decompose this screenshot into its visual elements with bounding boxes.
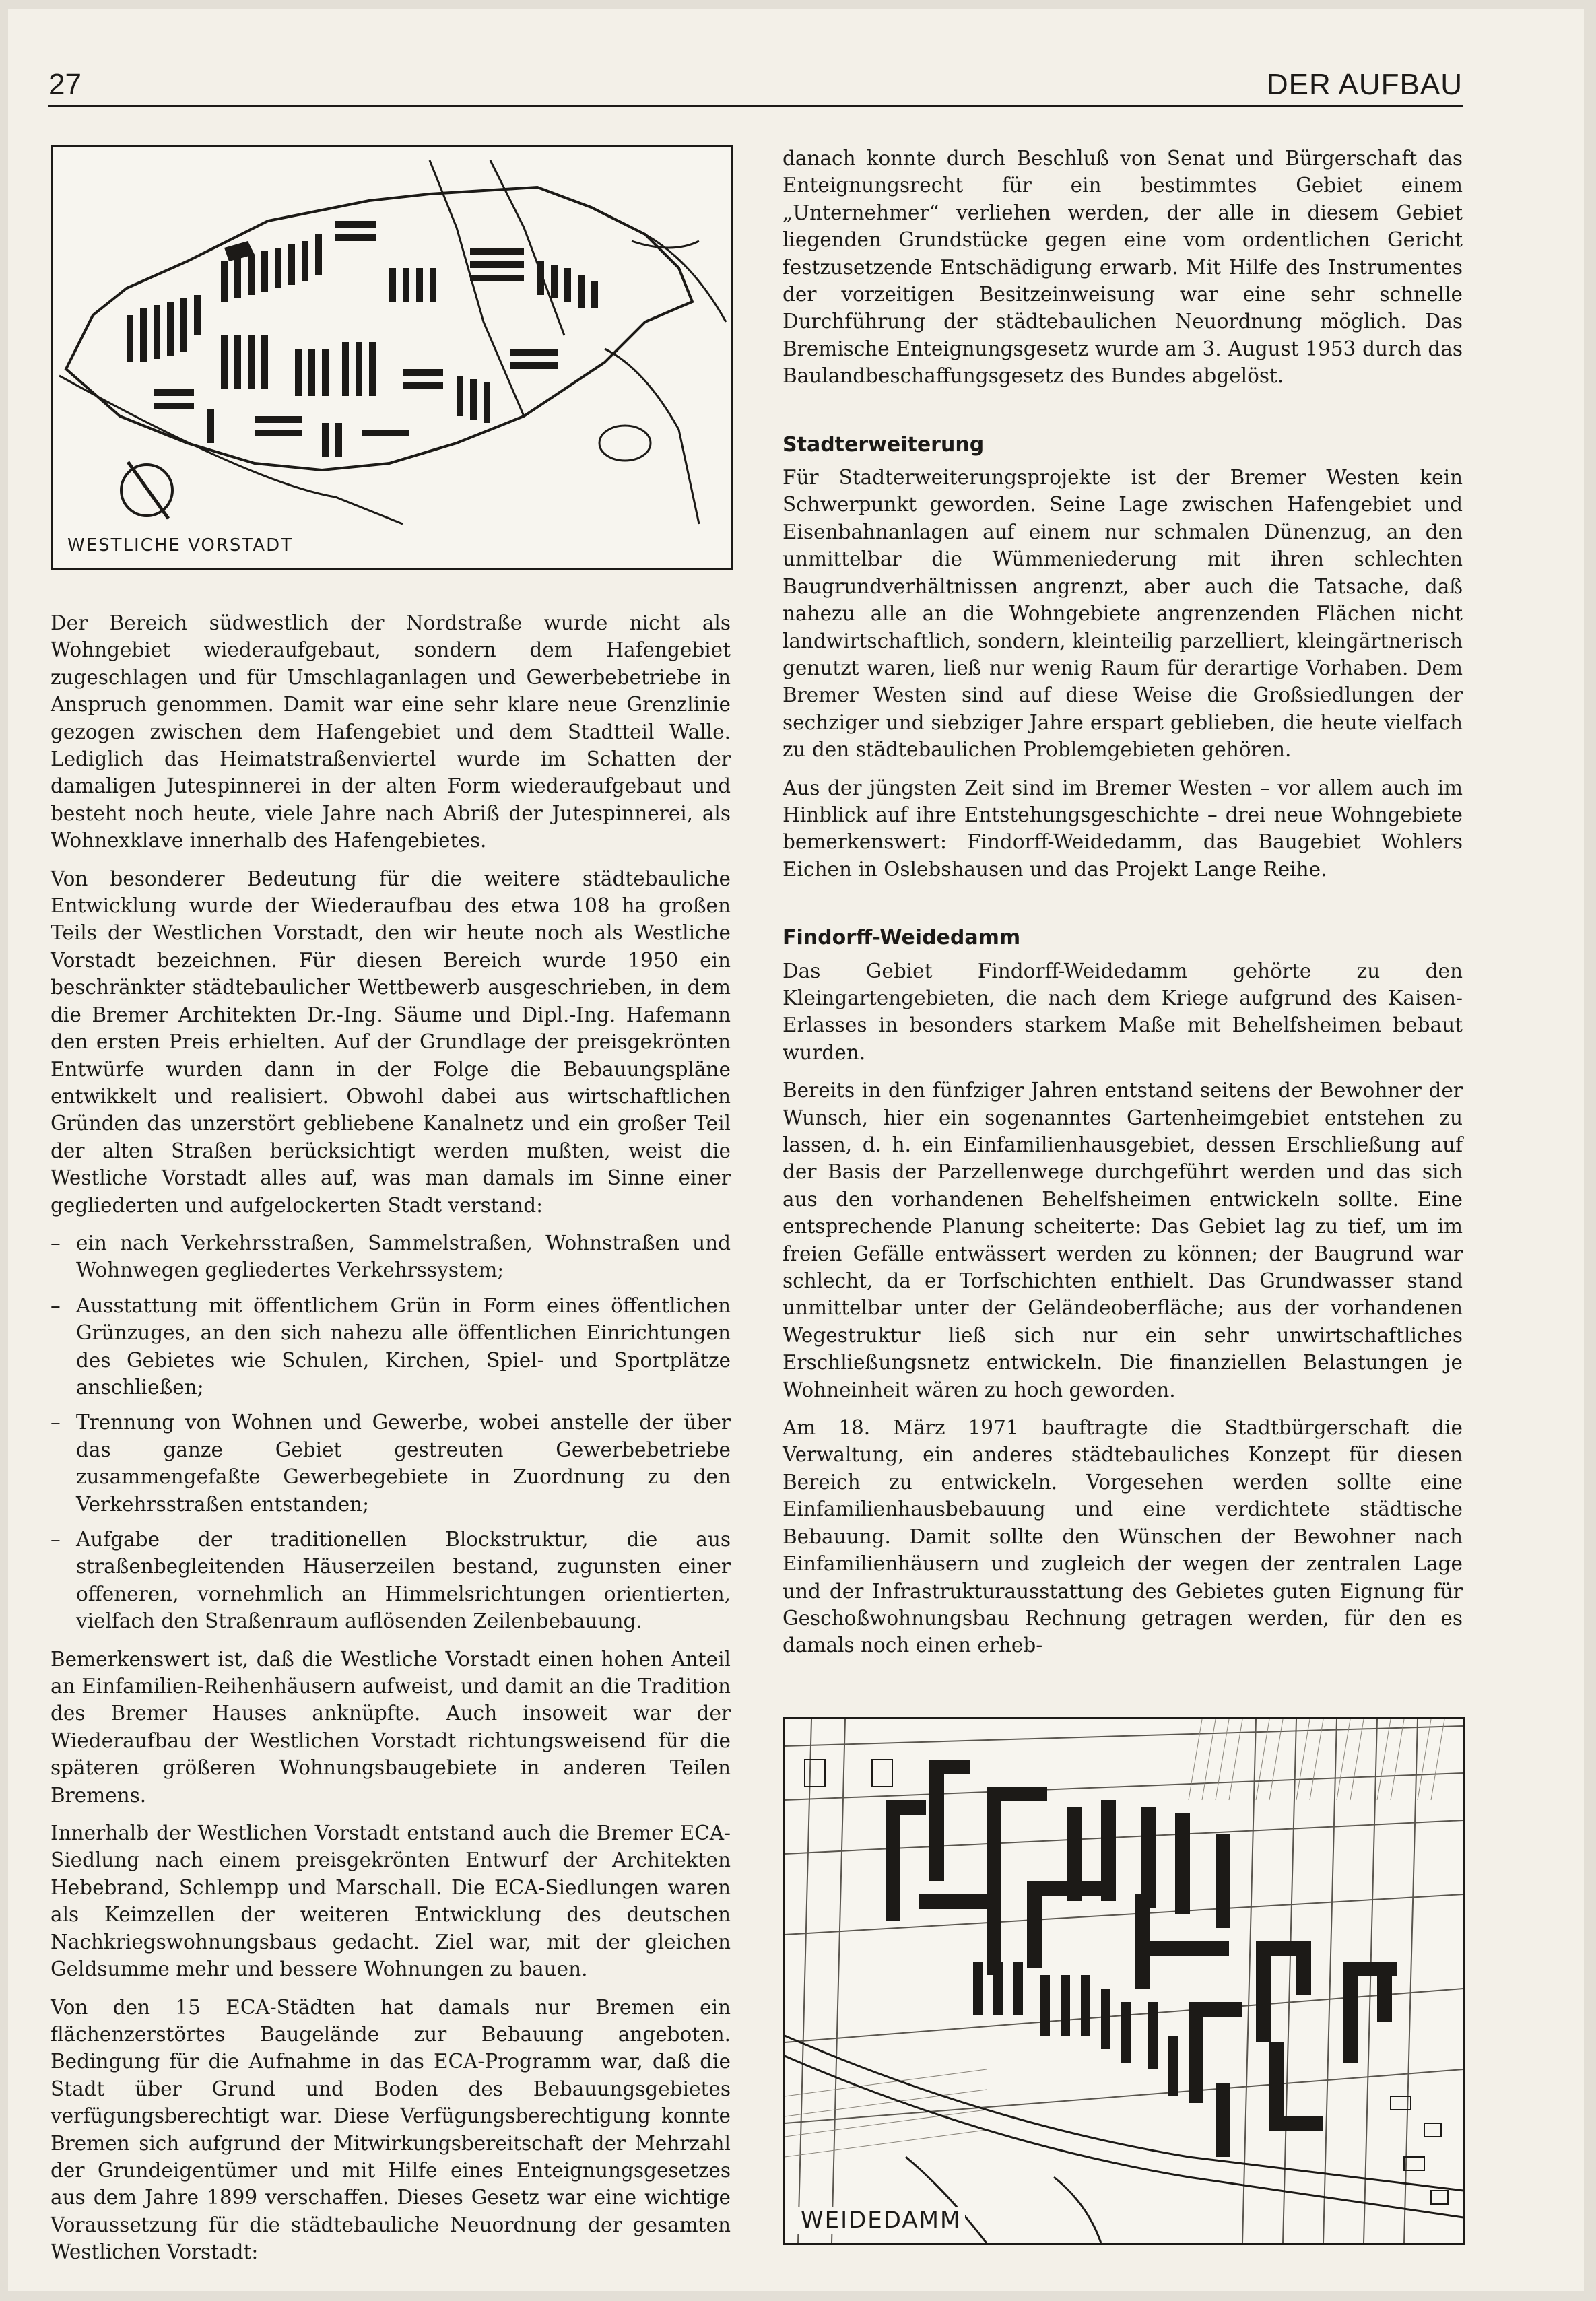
map-westliche-vorstadt bbox=[51, 145, 733, 570]
list-item: – Aufgabe der traditionellen Blockstruktur, die aus straßenbegleitenden Häuserzeilen bestand, zugunsten einer offeneren, vornehmlich an Himmelsrichtungen orientierten, vielfach den Straßenraum auflösenden Zeilenbebauung. bbox=[51, 1526, 731, 1635]
site-plan-drawing bbox=[53, 147, 731, 568]
figure-caption: WESTLICHE VORSTADT bbox=[67, 532, 293, 559]
paragraph: danach konnte durch Beschluß von Senat und Bürgerschaft das Enteignungsrecht für ein bestimmtes Gebiet einem „Unternehmer“ verliehen werden, der alle in diesem Gebiet liegenden Grundstücke gegen eine vom ordentlichen Gericht festzusetzende Entschädigung erwarb. Mit Hilfe des Instrumentes der vorzeitigen Besitzeinweisung war eine sehr schnelle Durchführung der städtebaulichen Neuordnung möglich. Das Bremische Enteignungsgesetz wurde am 3. August 1953 durch das Baulandbeschaffungsgesetz des Bundes abgelöst. bbox=[783, 147, 1463, 388]
paragraph: Bemerkenswert ist, daß die Westliche Vorstadt einen hohen Anteil an Einfamilien-Reihenhäusern aufweist, und damit an die Tradition des Bremer Hauses anknüpfte. Auch insoweit war der Wiederaufbau der Westlichen Vorstadt richtungsweisend für die späteren größeren Wohnungsbaugebiete in anderen Teilen Bremens. bbox=[51, 1647, 731, 1807]
building-blocks bbox=[886, 1760, 1397, 2157]
paragraph: Am 18. März 1971 bauftragte die Stadtbürgerschaft die Verwaltung, ein anderes städtebauliches Konzept für diesen Bereich zu entwickeln. Vorgesehen werden sollte eine Einfamilienhausbebauung und eine verdichtete städtische Bebauung. Damit sollte den Wünschen der Bewohner nach Einfamilienhäusern und zugleich der wegen der zentralen Lage und der Infrastrukturausstattung des Gebietes guten Eignung für Geschoßwohnungsbau Rechnung getragen werden, für den es damals noch einen erheb- bbox=[783, 1416, 1463, 1657]
paragraph: Bereits in den fünfziger Jahren entstand seitens der Bewohner der Wunsch, hier ein sogenanntes Gartenheimgebiet entstehen zu lassen, d. h. ein Einfamilienhausgebiet, dessen Erschließung auf der Basis der Parzellenwege durchgeführt werden und das sich aus den vorhandenen Behelfsheimen entwickeln sollte. Eine entsprechende Planung scheiterte: Das Gebiet lag zu tief, um im freien Gefälle entwässert werden zu können; der Baugrund war schlecht, da er Torfschichten enthielt. Das Grundwasser stand unmittelbar unter der Geländeoberfläche; aus der vorhandenen Wegestruktur ließ sich nur ein sehr unwirtschaftliches Erschließungsnetz entwickeln. Die finanziellen Belastungen je Wohneinheit wären zu hoch geworden. bbox=[783, 1079, 1463, 1401]
list-item: – ein nach Verkehrsstraßen, Sammelstraßen, Wohnstraßen und Wohnwegen gegliedertes Verkehrssystem; bbox=[51, 1230, 731, 1284]
map-weidedamm bbox=[783, 1717, 1465, 2245]
left-column bbox=[51, 145, 731, 2277]
paragraph: Für Stadterweiterungsprojekte ist der Bremer Westen kein Schwerpunkt geworden. Seine Lage zwischen Hafengebiet und Eisenbahnanlagen auf einem nur schmalen Dünenzug, an den unmittelbar die Wümmeniederung mit ihren schlechten Baugrundverhältnissen angrenzt, aber auch die Tatsache, daß nahezu alle an die Wohngebiete angrenzenden Flächen nicht landwirtschaftlich, sondern, kleinteilig parzelliert, kleingärtnerisch genutzt waren, ließ nur wenig Raum für derartige Vorhaben. Dem Bremer Westen sind auf diese Weise die Großsiedlungen der sechziger und siebziger Jahre erspart geblieben, die heute vielfach zu den städtebaulichen Problemgebieten gehören. bbox=[783, 466, 1463, 762]
paragraph: Das Gebiet Findorff-Weidedamm gehörte zu den Kleingartengebieten, die nach dem Kriege aufgrund des Kaisen-Erlasses in besonders starkem Maße mit Behelfsheimen bebaut wurden. bbox=[783, 959, 1463, 1064]
right-column bbox=[783, 145, 1463, 2245]
north-arrow-icon bbox=[121, 462, 172, 519]
paragraph: Der Bereich südwestlich der Nordstraße wurde nicht als Wohngebiet wiederaufgebaut, sondern dem Hafengebiet zugeschlagen und für Umschlaganlagen und Gewerbebetriebe in Anspruch genommen. Damit war eine sehr klare neue Grenzlinie gezogen zwischen dem Hafengebiet und dem Stadtteil Walle. Lediglich das Heimatstraßenviertel wurde im Schatten der damaligen Jutespinnerei in der alten Form wiederaufgebaut und besteht noch heute, viele Jahre nach Abriß der Jutespinnerei, als Wohnexklave innerhalb des Hafengebietes. bbox=[51, 611, 731, 853]
paragraph: Aus der jüngsten Zeit sind im Bremer Westen – vor allem auch im Hinblick auf ihre Entstehungsgeschichte – drei neue Wohngebiete bemerkenswert: Findorff-Weidedamm, das Baugebiet Wohlers Eichen in Oslebshausen und das Projekt Lange Reihe. bbox=[783, 776, 1463, 881]
section-heading-stadterweiterung: Stadterweiterung bbox=[783, 432, 985, 457]
page-header bbox=[48, 65, 1463, 107]
paragraph: Innerhalb der Westlichen Vorstadt entstand auch die Bremer ECA-Siedlung nach einem preisgekrönten Entwurf der Architekten Hebebrand, Schlempp und Marschall. Die ECA-Siedlungen waren als Keimzellen der weiteren Entwicklung des deutschen Nachkriegswohnungsbaus gedacht. Ziel war, mit der gleichen Geldsumme mehr und bessere Wohnungen zu bauen. bbox=[51, 1822, 731, 1981]
journal-title: DER AUFBAU bbox=[1266, 68, 1463, 101]
fine-hatching bbox=[785, 1719, 1444, 2157]
list-item: – Ausstattung mit öffentlichem Grün in Form eines öffentlichen Grünzuges, an den sich nahezu alle öffentlichen Einrichtungen des Gebietes wie Schulen, Kirchen, Spiel- und Sportplätze anschließen; bbox=[51, 1292, 731, 1401]
site-plan-drawing bbox=[785, 1719, 1463, 2243]
sports-field bbox=[599, 426, 651, 461]
list-item: – Trennung von Wohnen und Gewerbe, wobei anstelle der über das ganze Gebiet gestreuten Gewerbebetriebe zusammengefaßte Gewerbegebiete in Zuordnung zu den Verkehrsstraßen entstanden; bbox=[51, 1409, 731, 1518]
paragraph: Von den 15 ECA-Städten hat damals nur Bremen ein flächenzerstörtes Baugelände zur Bebauung angeboten. Bedingung für die Aufnahme in das ECA-Programm war, daß die Stadt über Grund und Boden des Bebauungsgebietes verfügungsberechtigt war. Diese Verfügungsberechtigung konnte Bremen sich aufgrund der Mitwirkungsbereitschaft der Mehrzahl der Grundeigentümer und mit Hilfe eines Enteignungsgesetzes aus dem Jahre 1899 verschaffen. Dieses Gesetz war eine wichtige Voraussetzung für die städtebauliche Neuordnung der gesamten Westlichen Vorstadt: bbox=[51, 1995, 731, 2264]
bullet-list bbox=[51, 1230, 731, 1635]
figure-caption: WEIDEDAMM bbox=[797, 2207, 965, 2234]
section-heading-findorff-weidedamm: Findorff-Weidedamm bbox=[783, 926, 1021, 950]
paragraph: Von besonderer Bedeutung für die weitere städtebauliche Entwicklung wurde der Wiederaufbau des etwa 108 ha großen Teils der Westlichen Vorstadt, den wir heute noch als Westliche Vorstadt bezeichnen. Für diesen Bereich wurde 1950 ein beschränkter städtebaulicher Wettbewerb ausgeschrieben, in dem die Bremer Architekten Dr.-Ing. Säume und Dipl.-Ing. Hafemann den ersten Preis erhielten. Auf der Grundlage der preisgekrönten Entwürfe wurden dann in der Folge die Bebauungspläne entwikkelt und realisiert. Obwohl dabei aus wirtschaftlichen Gründen das unzerstört gebliebene Kanalnetz und ein großer Teil der alten Straßen berücksichtigt werden mußten, weist die Westliche Vorstadt alles auf, was man damals im Sinne einer gegliederten und aufgelockerten Stadt verstand: bbox=[51, 867, 731, 1217]
page-number: 27 bbox=[48, 68, 81, 101]
